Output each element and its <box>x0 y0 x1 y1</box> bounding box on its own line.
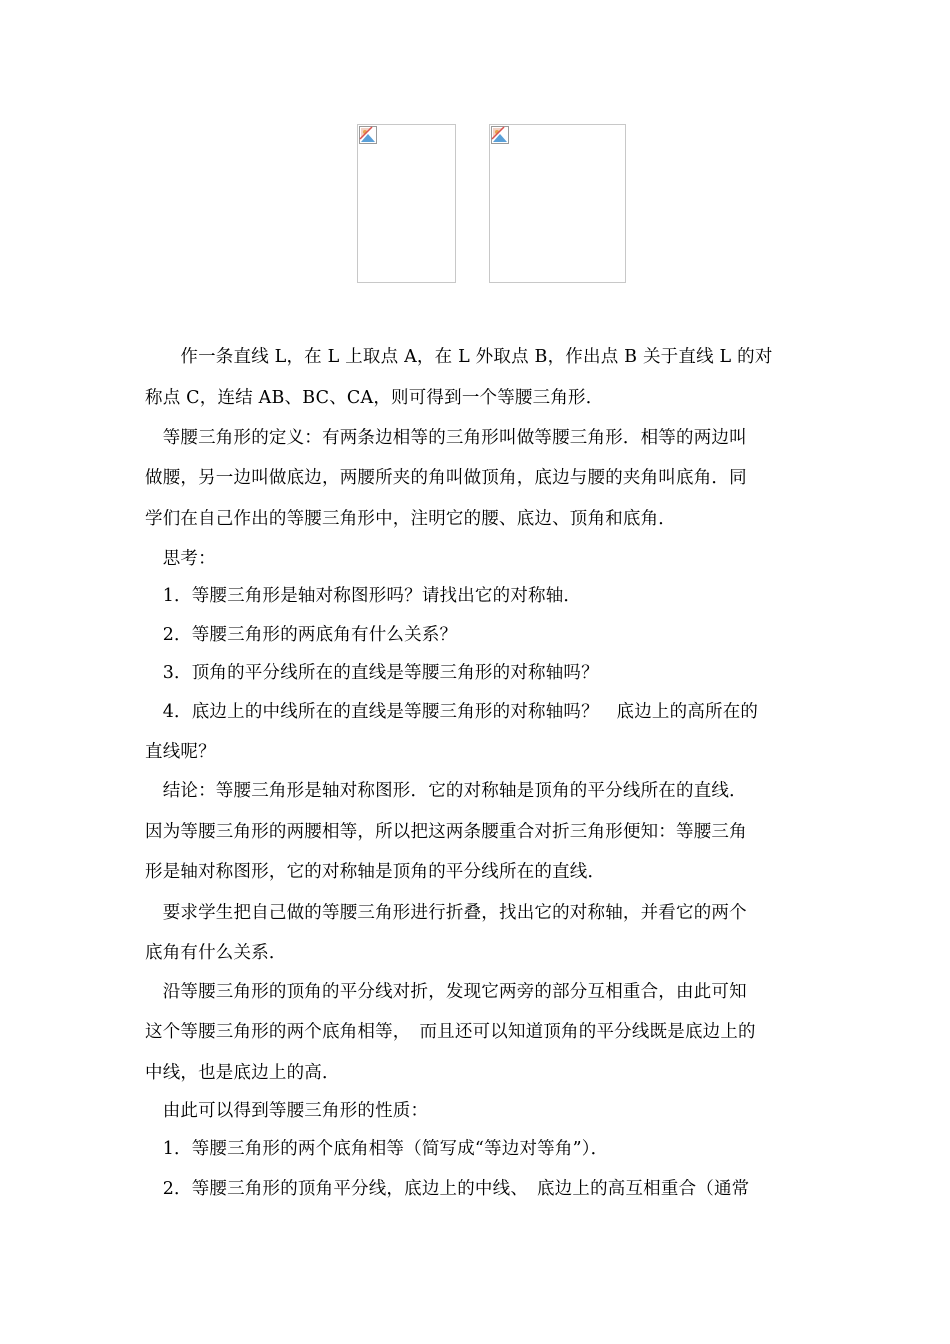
figure-2-placeholder <box>489 124 626 283</box>
body-text-line: 直线呢？ <box>145 742 216 762</box>
body-text-line: 要求学生把自己做的等腰三角形进行折叠，找出它的对称轴，并看它的两个 <box>145 903 747 923</box>
broken-image-icon <box>491 126 509 144</box>
list-item: 2．等腰三角形的两底角有什么关系？ <box>145 625 458 645</box>
body-text-line: 等腰三角形的定义：有两条边相等的三角形叫做等腰三角形．相等的两边叫 <box>145 428 747 448</box>
body-text-line: 中线，也是底边上的高． <box>145 1063 340 1083</box>
list-item: 4．底边上的中线所在的直线是等腰三角形的对称轴吗？ 底边上的高所在的 <box>145 702 759 722</box>
body-text-line: 这个等腰三角形的两个底角相等， 而且还可以知道顶角的平分线既是底边上的 <box>145 1022 756 1042</box>
list-item: 1．等腰三角形是轴对称图形吗？请找出它的对称轴． <box>145 586 582 606</box>
list-item: 1．等腰三角形的两个底角相等（简写成“等边对等角”）． <box>145 1139 609 1159</box>
body-text-line: 因为等腰三角形的两腰相等，所以把这两条腰重合对折三角形便知：等腰三角 <box>145 822 747 842</box>
body-text-line: 底角有什么关系． <box>145 943 287 963</box>
body-text-line: 称点 C，连结 AB、BC、CA，则可得到一个等腰三角形． <box>145 388 604 408</box>
body-text-line: 作一条直线 L，在 L 上取点 A，在 L 外取点 B，作出点 B 关于直线 L 的对 <box>145 347 773 367</box>
body-text-line: 沿等腰三角形的顶角的平分线对折，发现它两旁的部分互相重合，由此可知 <box>145 982 747 1002</box>
body-text-line: 学们在自己作出的等腰三角形中，注明它的腰、底边、顶角和底角． <box>145 509 676 529</box>
body-text-line: 由此可以得到等腰三角形的性质： <box>145 1101 429 1121</box>
list-item: 3．顶角的平分线所在的直线是等腰三角形的对称轴吗？ <box>145 663 599 683</box>
body-text-line: 形是轴对称图形，它的对称轴是顶角的平分线所在的直线． <box>145 862 606 882</box>
body-text-line: 结论：等腰三角形是轴对称图形．它的对称轴是顶角的平分线所在的直线． <box>145 781 747 801</box>
figure-1-placeholder <box>357 124 456 283</box>
list-item: 2．等腰三角形的顶角平分线，底边上的中线、 底边上的高互相重合（通常 <box>145 1179 750 1199</box>
body-text-line: 思考： <box>145 549 216 569</box>
broken-image-icon <box>359 126 377 144</box>
body-text-line: 做腰，另一边叫做底边，两腰所夹的角叫做顶角，底边与腰的夹角叫底角．同 <box>145 468 747 488</box>
